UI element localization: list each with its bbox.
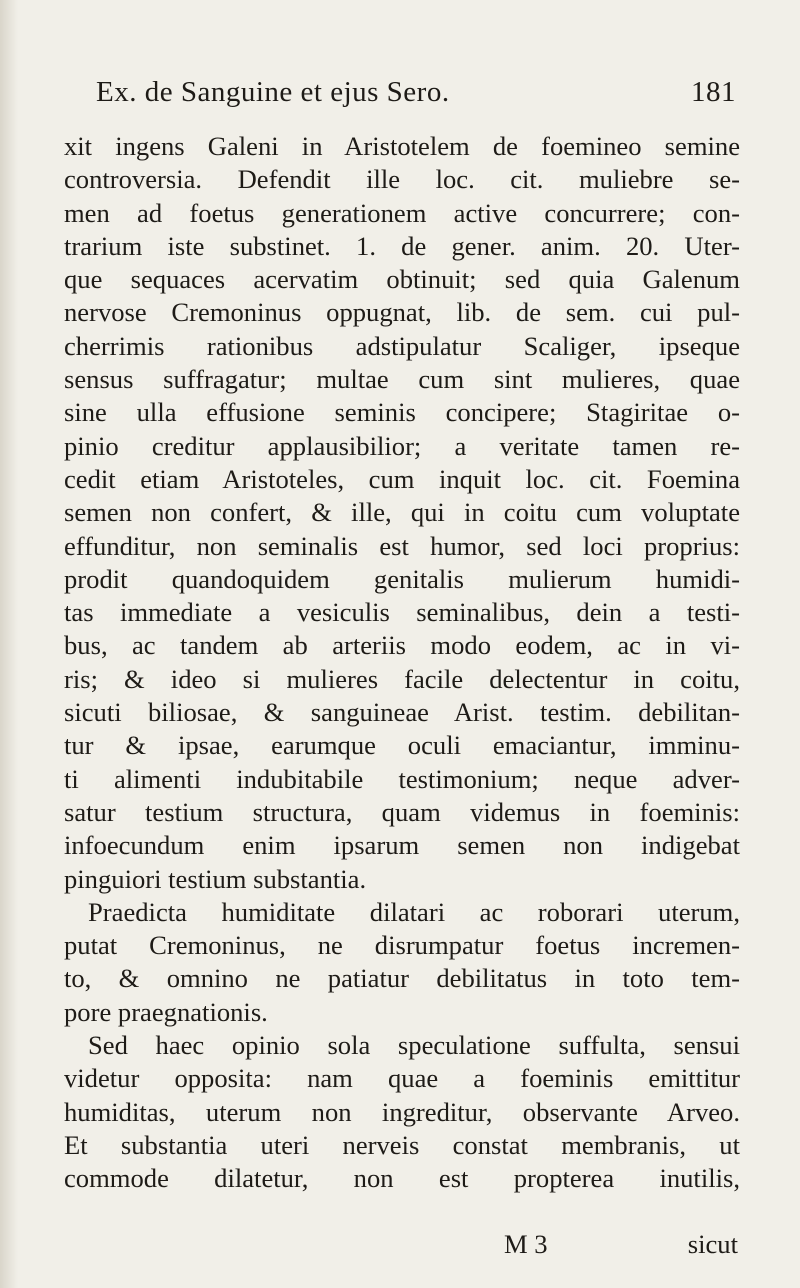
text-line: pore praegnationis. (64, 996, 268, 1027)
text-line: humiditas, uterum non ingreditur, observante Arveo. (64, 1096, 740, 1127)
text-line: Et substantia uteri nerveis constat membranis, ut (64, 1129, 740, 1160)
page-number: 181 (691, 76, 736, 108)
text-line: to, & omnino ne patiatur debilitatus in toto tem- (64, 963, 740, 994)
text-line: xit ingens Galeni in Aristotelem de foemineo semine (64, 131, 740, 161)
text-line: Sed haec opinio sola speculatione suffulta, sensui (88, 1030, 740, 1061)
text-line: sensus suffragatur; multae cum sint mulieres, quae (64, 364, 740, 395)
text-line: bus, ac tandem ab arteriis modo eodem, ac in vi- (64, 630, 740, 661)
text-line: putat Cremoninus, ne disrumpatur foetus incremen- (64, 930, 740, 961)
text-line: semen non confert, & ille, qui in coitu cum voluptate (64, 497, 740, 528)
body-text (64, 130, 740, 1196)
text-line: ris; & ideo si mulieres facile delectentur in coitu, (64, 663, 740, 694)
text-line: trarium iste substinet. 1. de gener. anim. 20. Uter- (64, 230, 740, 261)
page-edge-shadow (0, 0, 18, 1288)
page-footer (64, 1229, 740, 1263)
text-line: satur testium structura, quam videmus in foeminis: (64, 796, 740, 827)
text-line: ti alimenti indubitabile testimonium; neque adver- (64, 763, 740, 794)
text-line: sine ulla effusione seminis concipere; Stagiritae o- (64, 397, 740, 428)
text-line: controversia. Defendit ille loc. cit. muliebre se- (64, 164, 740, 195)
text-line: que sequaces acervatim obtinuit; sed quia Galenum (64, 264, 740, 295)
text-line: Praedicta humiditate dilatari ac roborari uterum, (88, 896, 740, 927)
text-line: cedit etiam Aristoteles, cum inquit loc. cit. Foemina (64, 463, 740, 494)
text-line: cherrimis rationibus adstipulatur Scaliger, ipseque (64, 330, 740, 361)
text-line: nervose Cremoninus oppugnat, lib. de sem. cui pul- (64, 297, 740, 328)
text-line: prodit quandoquidem genitalis mulierum humidi- (64, 563, 740, 594)
catchword: sicut (687, 1229, 738, 1259)
text-line: tur & ipsae, earumque oculi emaciantur, imminu- (64, 730, 740, 761)
signature-mark: M 3 (504, 1229, 548, 1259)
running-title: Ex. de Sanguine et ejus Sero. (96, 76, 450, 108)
text-line: effunditur, non seminalis est humor, sed loci proprius: (64, 530, 740, 561)
text-line: men ad foetus generationem active concurrere; con- (64, 197, 740, 228)
text-line: videtur opposita: nam quae a foeminis emittitur (64, 1063, 740, 1094)
running-header (96, 76, 736, 120)
text-line: infoecundum enim ipsarum semen non indigebat (64, 830, 740, 861)
text-line: tas immediate a vesiculis seminalibus, dein a testi- (64, 597, 740, 628)
text-line: sicuti biliosae, & sanguineae Arist. testim. debilitan- (64, 697, 740, 728)
text-line: commode dilatetur, non est propterea inutilis, (64, 1163, 740, 1194)
text-line: pinio creditur applausibilior; a veritate tamen re- (64, 430, 740, 461)
text-line: pinguiori testium substantia. (64, 863, 367, 894)
